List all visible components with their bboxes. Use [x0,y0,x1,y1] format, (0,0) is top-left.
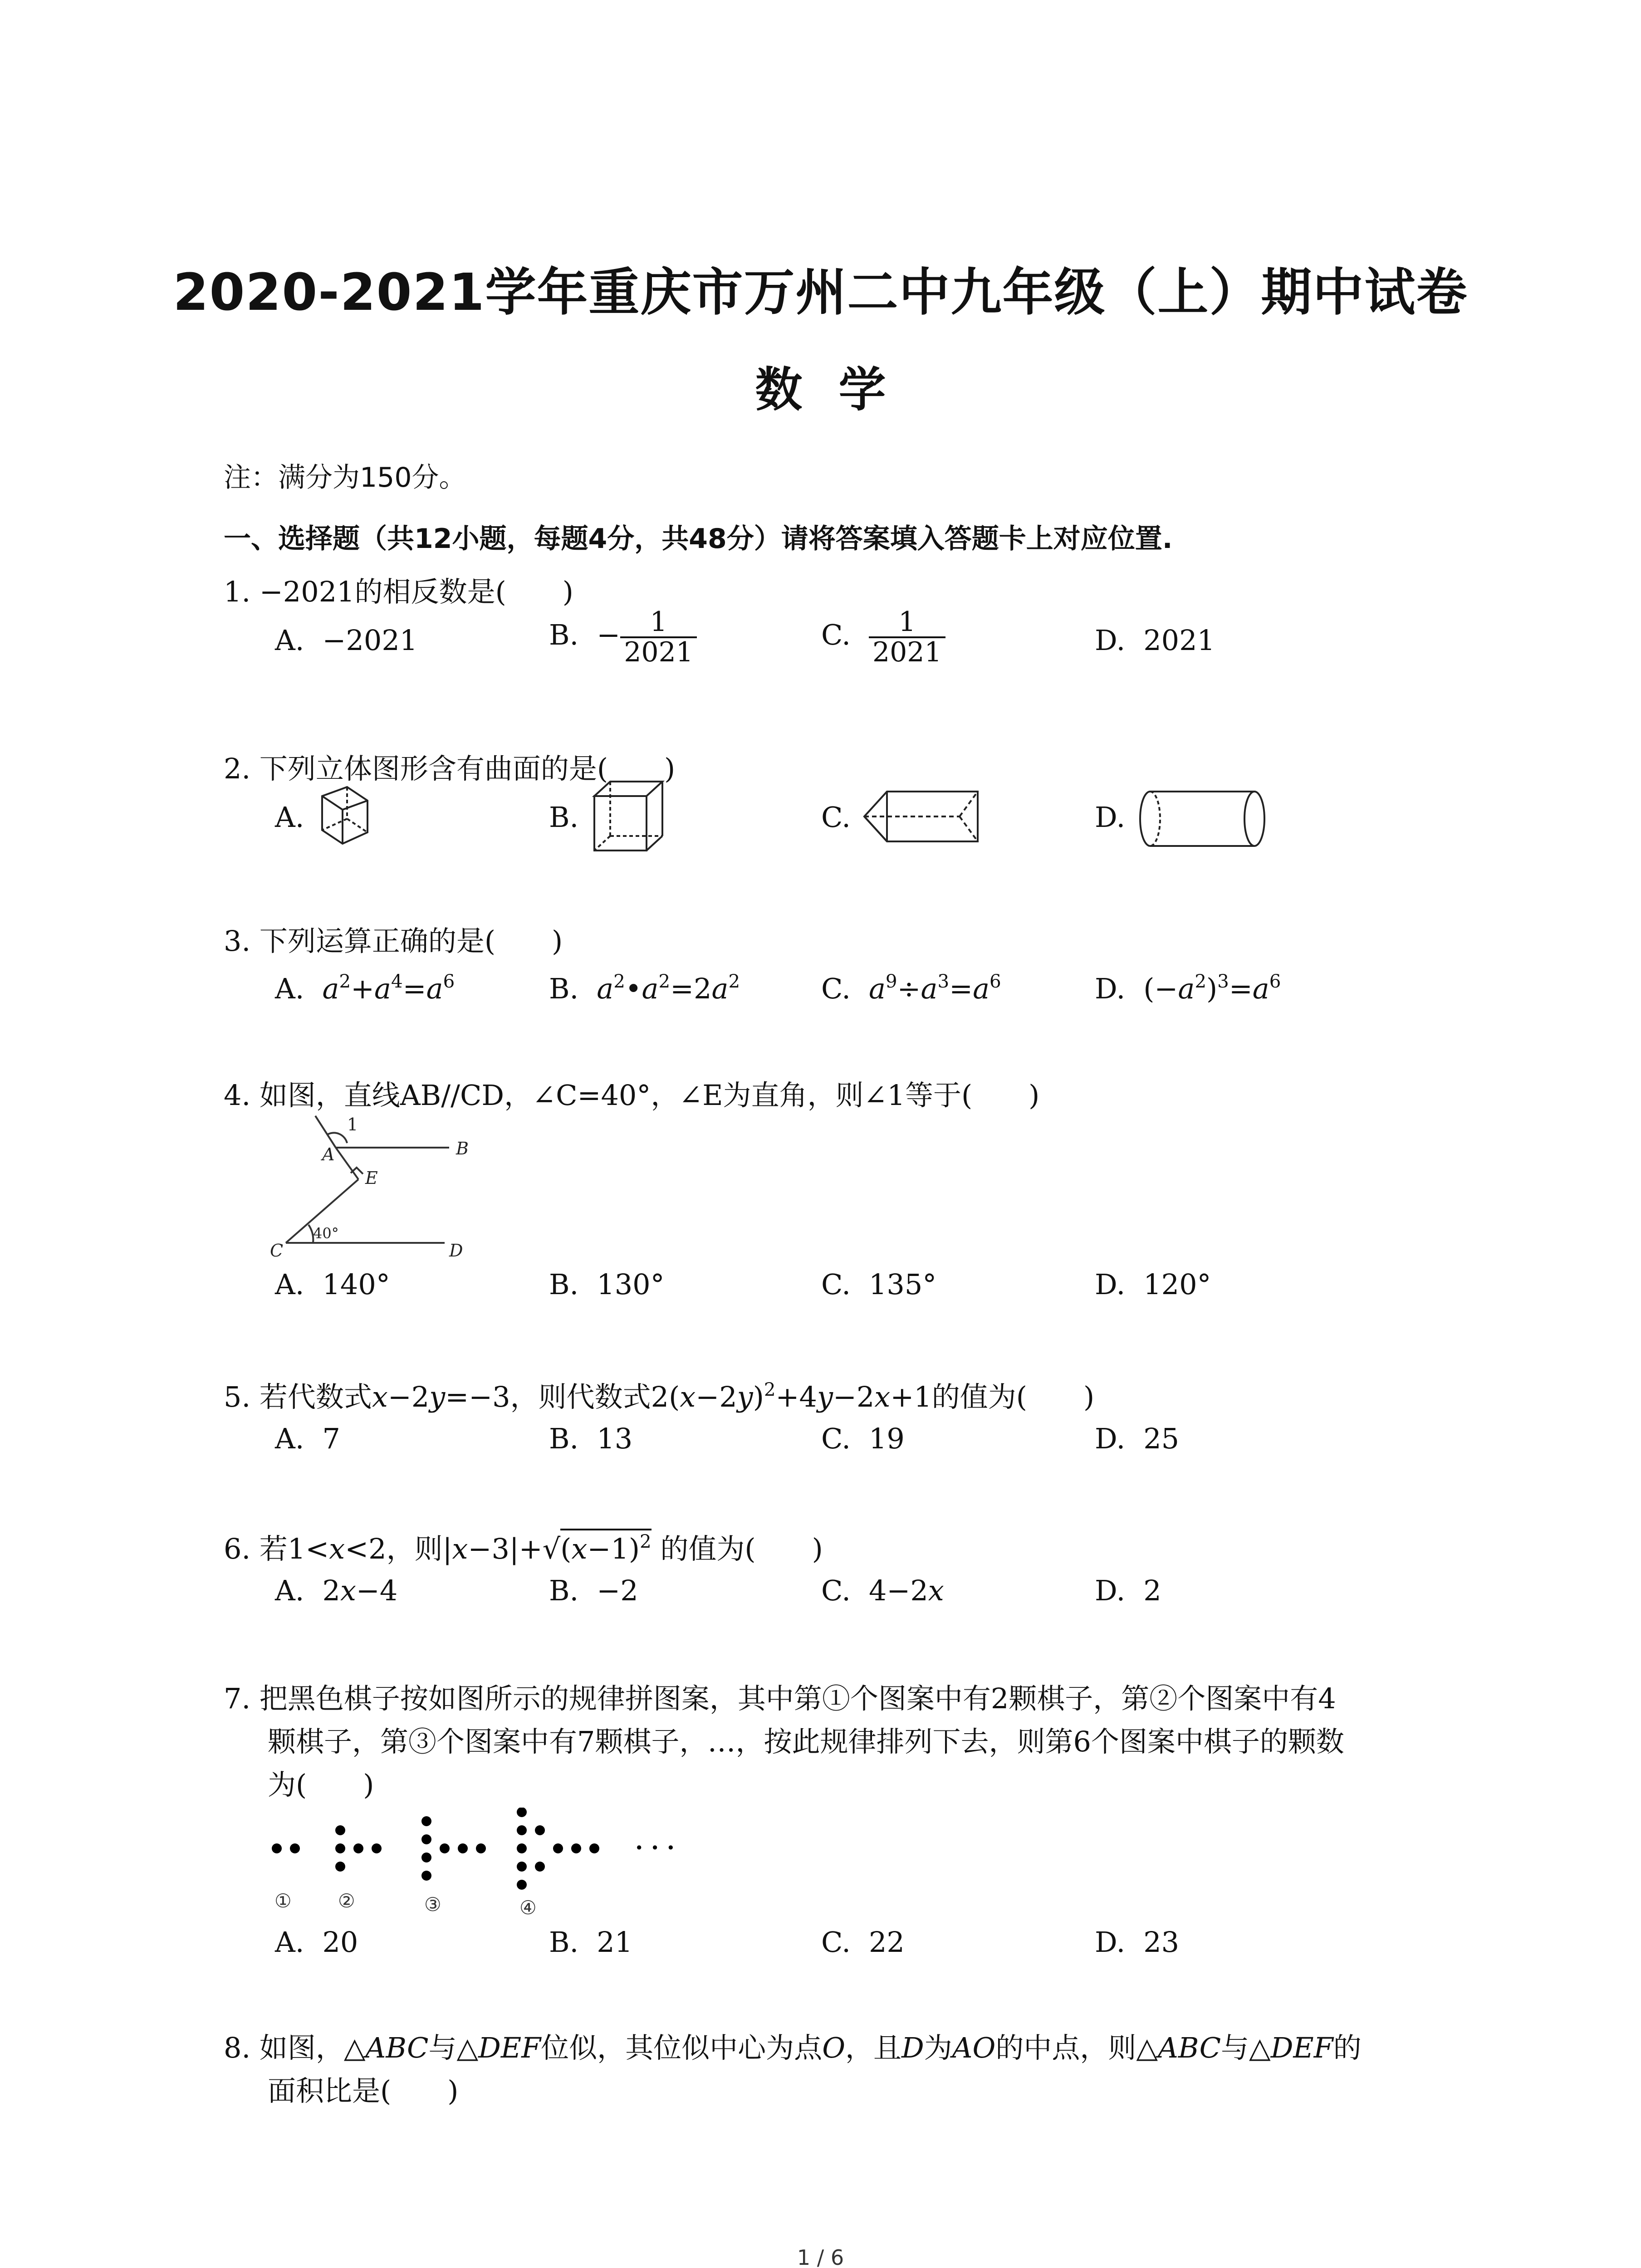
option-label: C. [821,972,851,1005]
q5-option-c [821,1422,905,1455]
q6-stem-post: 的值为( ) [660,1532,823,1565]
q3-option-b: B. $a^2•a^2=2a^2$ [549,970,740,1005]
q5-stem-post: 的值为( ) [931,1380,1095,1413]
q2-option-a-label: A. [275,801,304,834]
exam-title: 2020-2021学年重庆市万州二中九年级（上）期中试卷 [173,263,1468,322]
q5-option-c-text: 19 [868,1422,905,1455]
cylinder-figure [1136,787,1268,850]
section-heading-choice: 一、选择题（共12小题，每题4分，共48分）请将答案填入答题卡上对应位置. [224,523,1173,555]
question-7-line-1: 7. 把黑色棋子按如图所示的规律拼图案，其中第①个图案中有2颗棋子，第②个图案中有4 [224,1682,1336,1715]
q6-option-d [1095,1574,1161,1607]
q7-option-d-text: 23 [1143,1926,1180,1959]
fraction-numerator: 1 [650,606,667,638]
question-8-line-2: 面积比是( ) [268,2074,459,2107]
q1-option-a [275,624,417,657]
option-label: D. [1095,1926,1126,1959]
q4-option-c [821,1268,936,1301]
q6-stem-abs: −3|+ [468,1532,543,1565]
option-label: D. [1095,1268,1126,1301]
point-d-label: D [449,1241,463,1261]
q6-option-b [549,1574,638,1607]
sqrt-expression: $√(x-1)^2$ [543,1532,652,1565]
q7-option-a [275,1926,358,1959]
q4-option-a [275,1268,390,1301]
option-label: C. [821,1926,851,1959]
question-1-stem: 1. −2021的相反数是( ) [224,575,573,608]
question-5-stem: 5. 若代数式x−2y=−3，则代数式$2(x-2y)^2+4y-2x+1$的值为( ) [224,1378,1095,1413]
q5-option-a-text: 7 [322,1422,340,1455]
q6-option-a: A. 2x−4 [275,1574,398,1607]
q7-option-b [549,1926,632,1959]
option-label: A. [275,1422,304,1455]
option-label: B. [549,1268,579,1301]
option-label: D. [1095,1422,1126,1455]
chess-pattern-figure [268,1808,699,1916]
cube-tilted-figure [315,782,374,850]
q1-option-c-fraction [869,608,945,667]
question-6-stem: 6. 若1<x<2，则$|x-3|+√(x-1)^2$ 的值为( ) [224,1526,823,1567]
q6-option-d-text: 2 [1143,1574,1161,1607]
option-label: D. [1095,1574,1126,1607]
pattern-label-1: ① [274,1890,292,1912]
point-e-label: E [365,1168,378,1188]
q4-option-d-text: 120° [1143,1268,1211,1301]
q2-option-b-label: B. [549,801,579,834]
option-label: B. [549,1574,579,1607]
q4-option-d [1095,1268,1211,1301]
q8-text: 的中点，则△ [995,2031,1158,2064]
q1-option-d [1095,624,1215,657]
point-b-label: B [456,1139,469,1158]
q1-option-c [821,608,945,667]
q6-stem-pre: 6. 若1< [224,1532,329,1565]
q8-def: DEF [1270,2031,1333,2064]
q8-abc: ABC [365,2031,429,2064]
fraction-numerator: 1 [898,606,916,638]
q7-option-d [1095,1926,1179,1959]
q5-stem-pre: 5. 若代数式 [224,1380,372,1413]
pattern-label-2: ② [338,1890,355,1912]
q4-option-b-text: 130° [597,1268,665,1301]
q5-option-d-text: 25 [1143,1422,1180,1455]
q8-text: 位似，其位似中心为点 [541,2031,823,2064]
q5-option-b-text: 13 [597,1422,633,1455]
q7-option-a-text: 20 [322,1926,358,1959]
triangular-prism-figure [860,787,982,846]
q8-text: ，且 [845,2031,902,2064]
q8-o: O [822,2031,846,2064]
option-label: A. [275,1926,304,1959]
q4-option-a-text: 140° [322,1268,390,1301]
q8-text: 的 [1333,2031,1362,2064]
question-4-stem: 4. 如图，直线AB//CD，∠C=40°，∠E为直角，则∠1等于( ) [224,1079,1040,1112]
q8-ao: AO [952,2031,996,2064]
q5-stem-mid: ，则代数式 [510,1380,651,1413]
angle-1-label: 1 [347,1114,358,1134]
question-3-stem: 3. 下列运算正确的是( ) [224,924,563,958]
q3-option-c: C. $a^9\div a^3=a^6$ [821,970,1001,1005]
pattern-label-3: ③ [424,1893,441,1916]
option-label: C. [821,1268,851,1301]
question-2-stem: 2. 下列立体图形含有曲面的是( ) [224,752,676,785]
q8-abc: ABC [1158,2031,1221,2064]
q6-stem-mid: <2，则| [345,1532,452,1565]
pattern-label-4: ④ [519,1897,537,1916]
option-label: D. [1095,972,1126,1005]
q1-option-b-fraction [620,608,697,667]
page-number: 1 / 6 [797,2245,844,2268]
option-label: A. [275,972,304,1005]
option-label: A. [275,1268,304,1301]
parallel-lines-figure [268,1111,476,1261]
q8-text: 8. 如图，△ [224,2031,366,2064]
option-label: D. [1095,624,1126,657]
point-c-label: C [270,1241,284,1261]
q8-d: D [901,2031,924,2064]
option-label: C. [821,1422,851,1455]
q6-option-b-text: −2 [597,1574,638,1607]
q3-option-d: D. $(-a^2)^3=a^6$ [1095,970,1281,1005]
option-label: A. [275,624,304,657]
q5-option-a [275,1422,340,1455]
q8-text: 与△ [1221,2031,1271,2064]
q1-option-a-text: −2021 [322,624,418,657]
option-label: C. [821,618,851,652]
q8-def: DEF [478,2031,541,2064]
q1-option-d-text: 2021 [1143,624,1215,657]
q5-option-d [1095,1422,1179,1455]
option-label: A. [275,1574,304,1607]
option-label: B. [549,1422,579,1455]
q5-option-b [549,1422,632,1455]
question-8-line-1 [224,2025,1362,2066]
subject-title: 数学 [755,362,922,417]
pattern-ellipsis: · · · [635,1834,675,1861]
question-7-line-2: 颗棋子，第③个图案中有7颗棋子，…，按此规律排列下去，则第6个图案中棋子的颗数 [268,1725,1344,1758]
q4-option-c-text: 135° [868,1268,937,1301]
q8-text: 为 [924,2031,952,2064]
q7-option-c-text: 22 [868,1926,905,1959]
q1-option-b-sign: − [597,618,621,652]
q1-option-b [549,608,697,667]
q6-option-c: C. 4−2x [821,1574,944,1607]
q7-option-c [821,1926,905,1959]
q2-option-c-label: C. [821,801,851,834]
angle-40-label: 40° [313,1225,339,1242]
option-label: B. [549,1926,579,1959]
q3-option-a: A. $a^2+a^4=a^6$ [275,970,455,1005]
option-label: B. [549,972,579,1005]
q8-text: 与△ [428,2031,479,2064]
option-label: B. [549,618,579,652]
fraction-denominator: 2021 [869,636,945,667]
q2-option-d-label: D. [1095,801,1126,834]
question-7-line-3: 为( ) [268,1768,374,1801]
cube-figure [590,778,667,855]
q7-option-b-text: 21 [597,1926,633,1959]
q4-option-b [549,1268,665,1301]
score-note: 注：满分为150分。 [224,462,466,494]
option-label: C. [821,1574,851,1607]
fraction-denominator: 2021 [620,636,697,667]
point-a-label: A [322,1144,335,1164]
